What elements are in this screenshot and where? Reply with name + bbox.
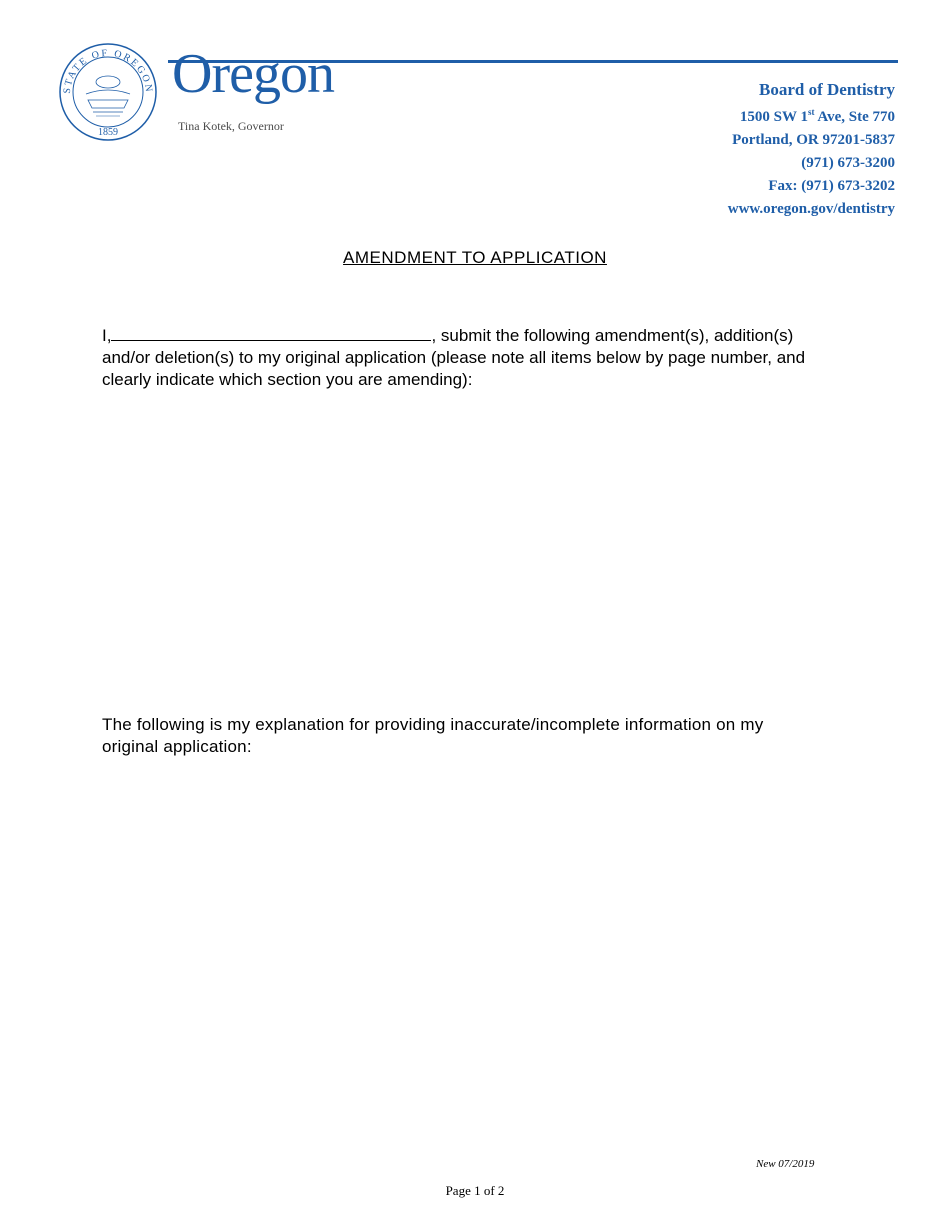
board-contact-block — [728, 79, 895, 221]
board-website-link[interactable]: www.oregon.gov/dentistry — [727, 201, 895, 217]
amendment-statement: I, , submit the following amendment(s), addition(s) and/or deletion(s) to my original application (please note all items below by page number, and clearly indicate which section you are amending): — [102, 326, 806, 389]
document-title: AMENDMENT TO APPLICATION — [343, 248, 607, 267]
applicant-name-field[interactable] — [111, 326, 431, 341]
explanation-statement: The following is my explanation for providing inaccurate/incomplete information on my original application: — [102, 715, 764, 756]
state-of-oregon-seal — [58, 42, 158, 142]
svg-text:STATE OF OREGON: STATE OF OREGON — [61, 47, 155, 95]
svg-text:1859: 1859 — [98, 127, 118, 138]
board-phone: (971) 673-3200 — [801, 155, 895, 171]
board-title: Board of Dentistry — [759, 80, 895, 99]
board-fax: Fax: (971) 673-3202 — [768, 178, 895, 194]
governor-name: Tina Kotek, Governor — [178, 119, 284, 133]
board-street-address: 1500 SW 1st Ave, Ste 770 — [739, 107, 895, 125]
revision-date: New 07/2019 — [756, 1158, 815, 1170]
board-city: Portland, OR 97201-5837 — [732, 132, 895, 148]
oregon-logo: Oregon — [172, 43, 334, 105]
page-number: Page 1 of 2 — [445, 1183, 505, 1198]
